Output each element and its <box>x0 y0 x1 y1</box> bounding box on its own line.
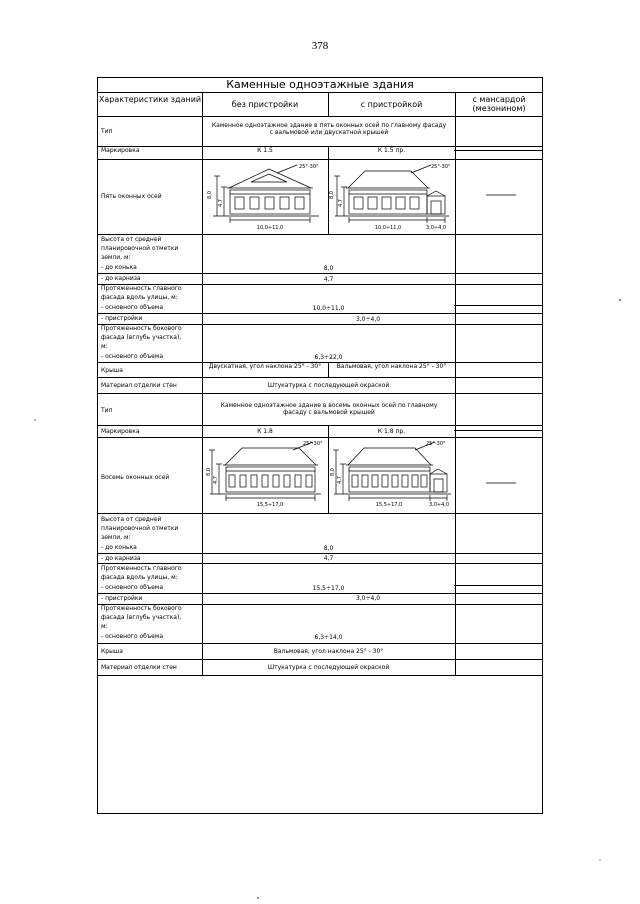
front-label: фасада вдоль улицы, м: <box>101 294 178 301</box>
dim-angle: 25°-30° <box>431 164 451 170</box>
row-divider <box>98 273 542 274</box>
dim-angle: 25°-30° <box>299 164 319 170</box>
header-characteristics: Характеристики зданий <box>98 95 202 104</box>
dim-width-label: 10,0÷11,0 <box>374 225 402 231</box>
col-divider <box>455 92 456 675</box>
dim-width-label: 15,5÷17,0 <box>375 502 403 508</box>
eaves-label: - до карниза <box>101 555 141 562</box>
marking-a: К 1.5 <box>257 147 273 154</box>
buildings-table <box>97 77 543 814</box>
type-label: Тип <box>101 407 113 414</box>
dim-height-total: 8,0 <box>330 468 336 476</box>
col-divider <box>328 362 329 377</box>
finish-value: Штукатурка с последующей окраской <box>267 664 390 671</box>
side-label: фасада (вглубь участка), <box>101 334 182 341</box>
finish-label: Материал отделки стен <box>101 382 177 389</box>
type-value: Каменное одноэтажное здание в пять оконных осей по главному фасаду с вальмовой или двускатной крышей <box>211 122 447 136</box>
dash-mark <box>486 481 516 485</box>
side-label: - основного объема <box>101 633 164 640</box>
marking-b: К 1.5 пр. <box>377 147 406 154</box>
row-divider <box>454 430 542 431</box>
col-divider <box>328 146 329 234</box>
row-divider <box>98 659 542 660</box>
eaves-label: - до карниза <box>101 275 141 282</box>
roof-label: Крыша <box>101 648 123 655</box>
finish-value: Штукатурка с последующей окраской <box>267 382 390 389</box>
row-divider <box>454 305 542 306</box>
row-divider <box>98 437 542 438</box>
front-value: 10,0÷11,0 <box>312 305 345 312</box>
row-divider <box>98 643 542 644</box>
eaves-value: 4,7 <box>323 555 334 562</box>
marking-label: Маркировка <box>101 428 140 435</box>
facade-drawing-annex <box>331 163 453 231</box>
height-label: планировочной отметки <box>101 245 179 252</box>
row-divider <box>454 585 542 586</box>
dim-angle: 25°-30° <box>426 441 446 447</box>
row-divider <box>98 553 542 554</box>
finish-label: Материал отделки стен <box>101 664 177 671</box>
side-label: Протяженность бокового <box>101 605 182 612</box>
row-divider <box>98 513 542 514</box>
dim-width-label: 10,0÷11,0 <box>256 225 284 231</box>
side-label: - основного объема <box>101 353 164 360</box>
marking-b: К 1.8 пр. <box>377 428 406 435</box>
row-divider <box>98 234 542 235</box>
dim-angle: 25°-30° <box>303 441 323 447</box>
side-label: фасада (вглубь участка), <box>101 614 182 621</box>
height-label: земли, м: <box>101 534 131 541</box>
row-divider <box>454 150 542 151</box>
annex-label: - пристройки <box>101 595 143 602</box>
dim-height-eaves: 4,7 <box>218 199 224 207</box>
height-label: земли, м: <box>101 254 131 261</box>
ridge-value: 8,0 <box>323 545 334 552</box>
type-value: Каменное одноэтажное здание в восемь оконных осей по главному фасаду с вальмовой крышей <box>220 402 438 416</box>
front-label: Протяженность главного <box>101 565 182 572</box>
header-no-annex: без пристройки <box>231 100 299 109</box>
front-value: 15,5÷17,0 <box>312 585 345 592</box>
front-label: - основного объема <box>101 304 164 311</box>
facade-drawing <box>207 440 325 510</box>
dim-height-eaves: 4,7 <box>338 199 344 207</box>
annex-label: - пристройки <box>101 315 143 322</box>
annex-value: 3,0÷4,0 <box>355 316 381 323</box>
height-label: Высота от средней <box>101 236 162 243</box>
front-label: Протяженность главного <box>101 285 182 292</box>
row-divider <box>98 563 542 564</box>
dim-annex-label: 3,0÷4,0 <box>425 225 447 231</box>
facade-drawing <box>207 163 325 231</box>
dim-height-total: 8,0 <box>207 191 213 199</box>
ridge-label: - до конька <box>101 264 137 271</box>
facade-drawing-annex <box>331 440 453 510</box>
front-label: - основного объема <box>101 584 164 591</box>
row-divider <box>98 393 542 394</box>
dim-height-eaves: 4,7 <box>213 476 219 484</box>
row-divider <box>98 425 542 426</box>
row-divider <box>98 593 542 594</box>
row-divider <box>98 675 542 676</box>
dim-height-total: 8,0 <box>329 191 335 199</box>
annex-value: 3,0÷4,0 <box>355 595 381 602</box>
front-label: фасада вдоль улицы, м: <box>101 574 178 581</box>
row-divider <box>98 92 542 93</box>
marking-label: Маркировка <box>101 147 140 154</box>
header-mansard: с мансардой (мезонином) <box>472 95 526 113</box>
side-label: м: <box>101 343 108 350</box>
roof-value: Вальмовая, угол наклона 25° - 30° <box>273 648 384 655</box>
col-divider <box>328 425 329 513</box>
roof-label: Крыша <box>101 367 123 374</box>
height-label: планировочной отметки <box>101 525 179 532</box>
row-divider <box>98 159 542 160</box>
ridge-value: 8,0 <box>323 265 334 272</box>
ridge-label: - до конька <box>101 544 137 551</box>
type-label: Тип <box>101 128 113 135</box>
image-label: Пять оконных осей <box>101 193 162 200</box>
row-divider <box>98 116 542 117</box>
header-with-annex: с пристройкой <box>360 100 423 109</box>
dash-mark <box>486 193 516 197</box>
row-divider <box>98 313 542 314</box>
side-value: 6,3÷14,0 <box>314 634 343 641</box>
table-title: Каменные одноэтажные здания <box>226 78 414 91</box>
dim-height-eaves: 4,7 <box>337 476 343 484</box>
marking-a: К 1.8 <box>257 428 273 435</box>
eaves-value: 4,7 <box>323 276 334 283</box>
roof-value-a: Двускатная, угол наклона 25° - 30° <box>208 363 322 370</box>
dim-annex-label: 3,0÷4,0 <box>428 502 450 508</box>
side-label: м: <box>101 623 108 630</box>
page-number: 378 <box>311 40 329 52</box>
side-label: Протяженность бокового <box>101 325 182 332</box>
side-value: 6,3÷22,0 <box>314 354 343 361</box>
row-divider <box>98 377 542 378</box>
dim-height-total: 8,0 <box>206 468 212 476</box>
dim-width-label: 15,5÷17,0 <box>256 502 284 508</box>
roof-value-b: Вальмовая, угол наклона 25° - 30° <box>336 363 447 370</box>
image-label: Восемь оконных осей <box>101 474 170 481</box>
height-label: Высота от средней <box>101 516 162 523</box>
